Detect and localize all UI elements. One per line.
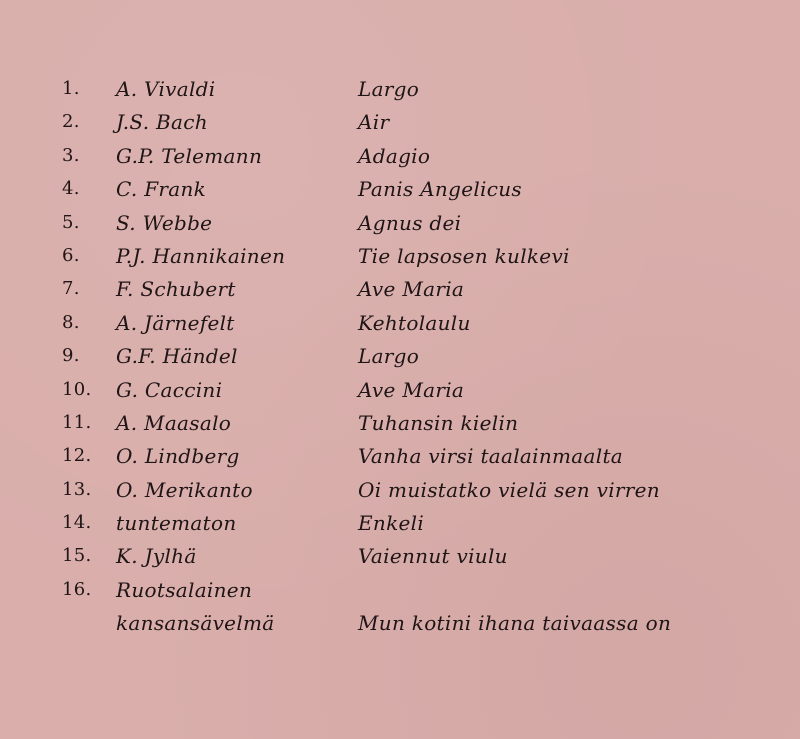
track-number: 14.	[62, 512, 92, 534]
track-list	[0, 74, 800, 642]
track-composer: G.P. Telemann	[116, 143, 263, 168]
track-number: 5.	[62, 211, 80, 233]
track-row	[0, 508, 800, 541]
track-composer: tuntematon	[116, 511, 237, 536]
track-title: Enkeli	[358, 511, 425, 536]
track-number: 15.	[62, 545, 92, 567]
track-composer: A. Maasalo	[116, 410, 232, 435]
track-number: 8.	[62, 311, 80, 333]
track-composer: A. Vivaldi	[116, 77, 216, 101]
track-row	[0, 475, 800, 508]
track-title: Adagio	[358, 143, 431, 168]
track-title: Largo	[358, 344, 420, 369]
track-number: 6.	[62, 244, 80, 266]
track-row	[0, 174, 800, 207]
track-composer: C. Frank	[116, 177, 207, 202]
track-number: 11.	[62, 411, 92, 433]
track-composer: K. Jylhä	[116, 544, 197, 569]
track-row	[0, 375, 800, 408]
track-number: 2.	[62, 111, 80, 133]
track-composer: F. Schubert	[116, 277, 236, 302]
track-title: Mun kotini ihana taivaassa on	[358, 611, 672, 636]
track-title: Oi muistatko vielä sen virren	[358, 477, 660, 502]
track-title: Vanha virsi taalainmaalta	[358, 444, 623, 469]
track-number: 12.	[62, 445, 92, 467]
track-row	[0, 541, 800, 574]
track-row	[0, 74, 800, 107]
track-row	[0, 208, 800, 241]
track-composer: S. Webbe	[116, 210, 213, 235]
track-title: Tie lapsosen kulkevi	[358, 243, 570, 268]
track-row	[0, 241, 800, 274]
track-composer: A. Järnefelt	[116, 310, 235, 335]
track-row	[0, 141, 800, 174]
track-composer: J.S. Bach	[116, 110, 208, 135]
track-number: 13.	[62, 478, 92, 500]
track-title: Tuhansin kielin	[358, 410, 519, 435]
track-number: 3.	[62, 144, 80, 166]
track-row-continuation	[0, 608, 800, 641]
track-number: 7.	[62, 278, 80, 300]
track-composer: Ruotsalainen	[116, 577, 253, 602]
track-title: Air	[358, 110, 390, 135]
track-row	[0, 274, 800, 307]
track-row	[0, 441, 800, 474]
track-number: 9.	[62, 345, 80, 367]
track-composer: G. Caccini	[116, 377, 223, 402]
track-composer: O. Lindberg	[116, 444, 240, 469]
track-row	[0, 341, 800, 374]
track-title: Ave Maria	[358, 377, 465, 402]
track-title: Agnus dei	[358, 210, 462, 235]
track-number: 10.	[62, 378, 92, 400]
track-title: Ave Maria	[358, 277, 465, 302]
track-title: Vaiennut viulu	[358, 544, 508, 569]
track-title: Panis Angelicus	[358, 177, 522, 202]
track-title: Largo	[358, 77, 420, 101]
track-composer: O. Merikanto	[116, 477, 253, 502]
track-composer: G.F. Händel	[116, 344, 238, 369]
track-row	[0, 308, 800, 341]
track-number: 4.	[62, 178, 80, 200]
track-composer: P.J. Hannikainen	[116, 243, 286, 268]
track-row	[0, 575, 800, 608]
track-composer: kansansävelmä	[116, 611, 275, 636]
track-row	[0, 408, 800, 441]
track-title: Kehtolaulu	[358, 310, 471, 335]
track-number: 16.	[62, 578, 92, 600]
track-row	[0, 107, 800, 140]
track-number: 1.	[62, 78, 80, 99]
